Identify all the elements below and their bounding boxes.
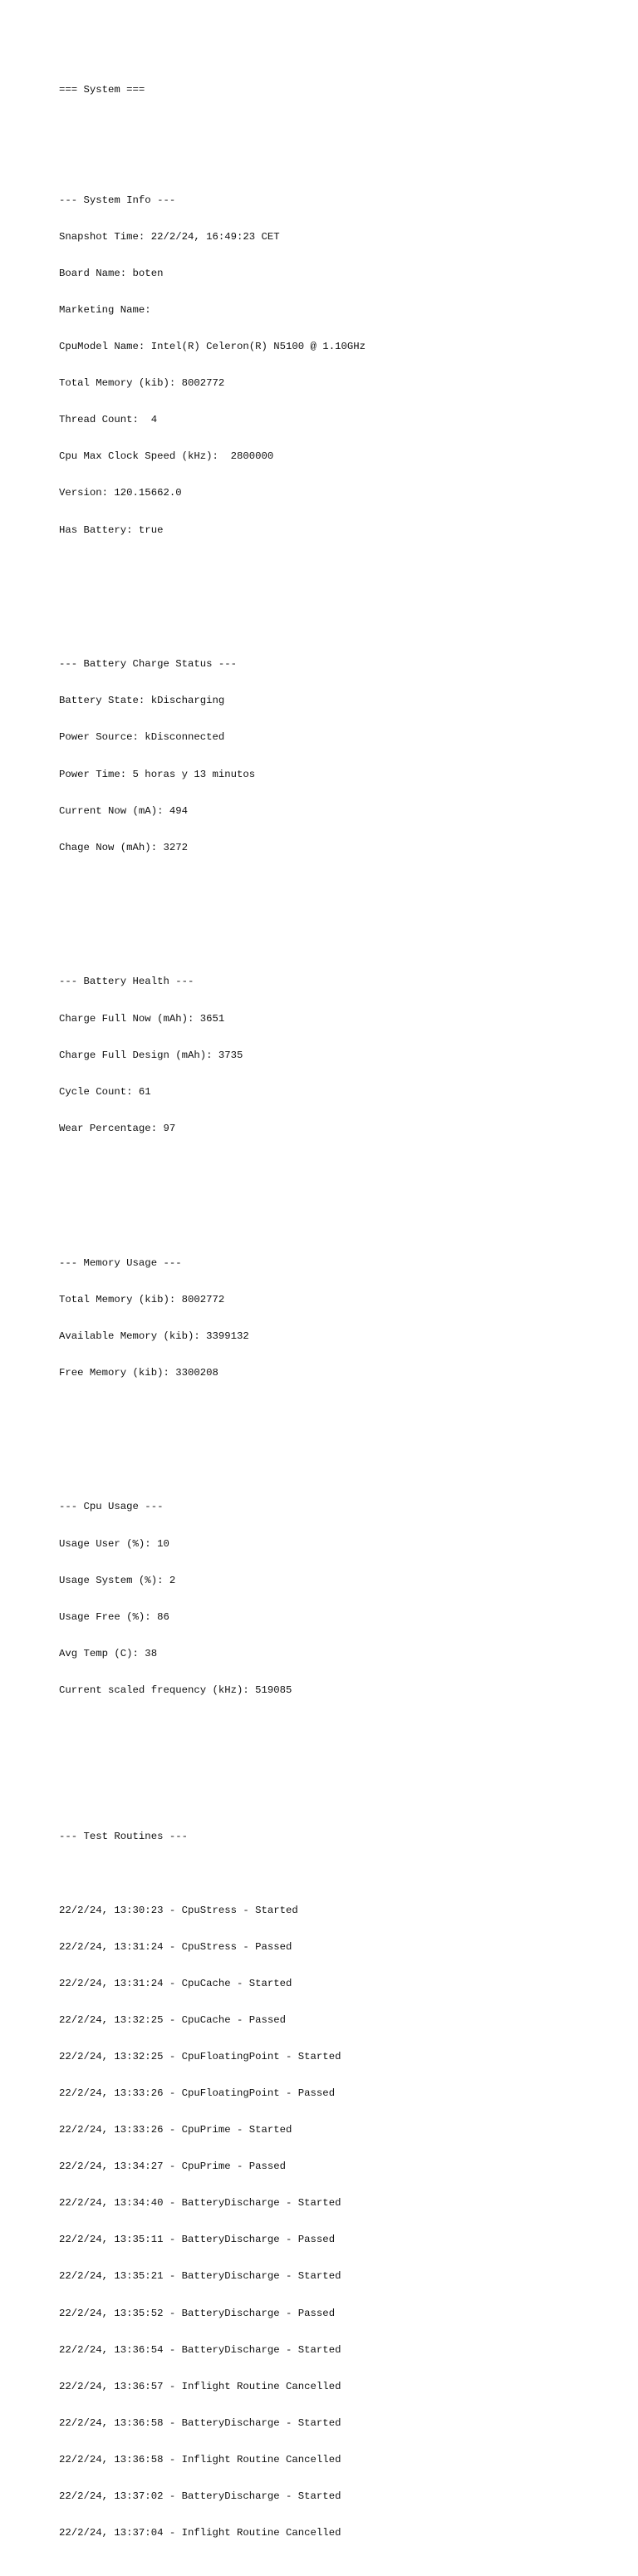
spacer [59, 1428, 366, 1440]
info-line: Snapshot Time: 22/2/24, 16:49:23 CET [59, 230, 280, 243]
routine-line: 22/2/24, 13:35:11 - BatteryDischarge - Passed [59, 2234, 336, 2246]
spacer [59, 1745, 366, 1769]
routine-line: 22/2/24, 13:32:25 - CpuCache - Passed [59, 2013, 287, 2026]
routine-line: 22/2/24, 13:36:57 - Inflight Routine Cancelled [59, 2380, 341, 2392]
section-heading: --- Battery Charge Status --- [59, 658, 238, 671]
info-line: Available Memory (kib): 3399132 [59, 1330, 249, 1342]
info-line: Marketing Name: [59, 303, 151, 316]
routine-line: 22/2/24, 13:33:26 - CpuPrime - Started [59, 2124, 292, 2136]
battery-charge-section [59, 634, 366, 878]
section-heading: --- Memory Usage --- [59, 1256, 182, 1269]
info-line: Thread Count: 4 [59, 414, 158, 426]
routine-line: 22/2/24, 13:35:52 - BatteryDischarge - Passed [59, 2307, 336, 2319]
battery-health-section [59, 951, 366, 1159]
routine-line: 22/2/24, 13:36:58 - BatteryDischarge - Started [59, 2416, 341, 2429]
cpu-usage-section [59, 1477, 366, 1721]
routine-line: 22/2/24, 13:34:27 - CpuPrime - Passed [59, 2161, 287, 2173]
info-line: Wear Percentage: 97 [59, 1122, 176, 1134]
routine-line: 22/2/24, 13:32:25 - CpuFloatingPoint - Started [59, 2050, 341, 2062]
info-line: Has Battery: true [59, 524, 164, 536]
routine-line: 22/2/24, 13:37:02 - BatteryDischarge - Started [59, 2490, 341, 2503]
routine-line: 22/2/24, 13:37:04 - Inflight Routine Cancelled [59, 2527, 341, 2539]
info-line: Total Memory (kib): 8002772 [59, 377, 225, 390]
info-line: Total Memory (kib): 8002772 [59, 1293, 225, 1305]
info-line: Power Source: kDisconnected [59, 731, 225, 744]
test-routines-section [59, 1807, 366, 2564]
info-line: Version: 120.15662.0 [59, 487, 182, 499]
routine-line: 22/2/24, 13:31:24 - CpuCache - Started [59, 1977, 292, 1989]
system-info-section [59, 170, 366, 560]
routine-line: 22/2/24, 13:34:40 - BatteryDischarge - Started [59, 2197, 341, 2210]
info-line: Charge Full Design (mAh): 3735 [59, 1049, 243, 1061]
info-line: Cycle Count: 61 [59, 1085, 151, 1098]
info-line: Usage System (%): 2 [59, 1574, 176, 1586]
spacer [59, 585, 366, 597]
spacer [59, 121, 366, 134]
routine-line: 22/2/24, 13:35:21 - BatteryDischarge - Started [59, 2270, 341, 2283]
info-line: Avg Temp (C): 38 [59, 1647, 158, 1659]
info-line: Free Memory (kib): 3300208 [59, 1366, 218, 1379]
info-line: Charge Full Now (mAh): 3651 [59, 1012, 225, 1025]
info-line: CpuModel Name: Intel(R) Celeron(R) N5100 @ 1.10GHz [59, 341, 366, 353]
routine-line: 22/2/24, 13:36:54 - BatteryDischarge - Started [59, 2343, 341, 2356]
routine-line: 22/2/24, 13:36:58 - Inflight Routine Cancelled [59, 2453, 341, 2465]
section-heading: --- Cpu Usage --- [59, 1501, 164, 1513]
spacer [59, 1867, 366, 1880]
info-line: Battery State: kDischarging [59, 695, 225, 707]
routine-line: 22/2/24, 13:33:26 - CpuFloatingPoint - Passed [59, 2087, 336, 2100]
info-line: Power Time: 5 horas y 13 minutos [59, 768, 256, 780]
spacer [59, 902, 366, 915]
spacer [59, 1183, 366, 1196]
info-line: Current scaled frequency (kHz): 519085 [59, 1684, 292, 1696]
routine-line: 22/2/24, 13:31:24 - CpuStress - Passed [59, 1940, 292, 1953]
info-line: Cpu Max Clock Speed (kHz): 2800000 [59, 450, 274, 463]
page-title: === System === [59, 84, 145, 96]
diagnostics-log [59, 60, 366, 2576]
info-line: Chage Now (mAh): 3272 [59, 841, 188, 853]
memory-usage-section [59, 1232, 366, 1404]
section-heading: --- Test Routines --- [59, 1831, 188, 1843]
info-line: Usage User (%): 10 [59, 1537, 169, 1550]
info-line: Current Now (mA): 494 [59, 804, 188, 817]
info-line: Usage Free (%): 86 [59, 1610, 169, 1623]
section-heading: --- Battery Health --- [59, 976, 194, 988]
info-line: Board Name: boten [59, 267, 164, 279]
section-heading: --- System Info --- [59, 194, 176, 206]
routine-line: 22/2/24, 13:30:23 - CpuStress - Started [59, 1904, 298, 1916]
